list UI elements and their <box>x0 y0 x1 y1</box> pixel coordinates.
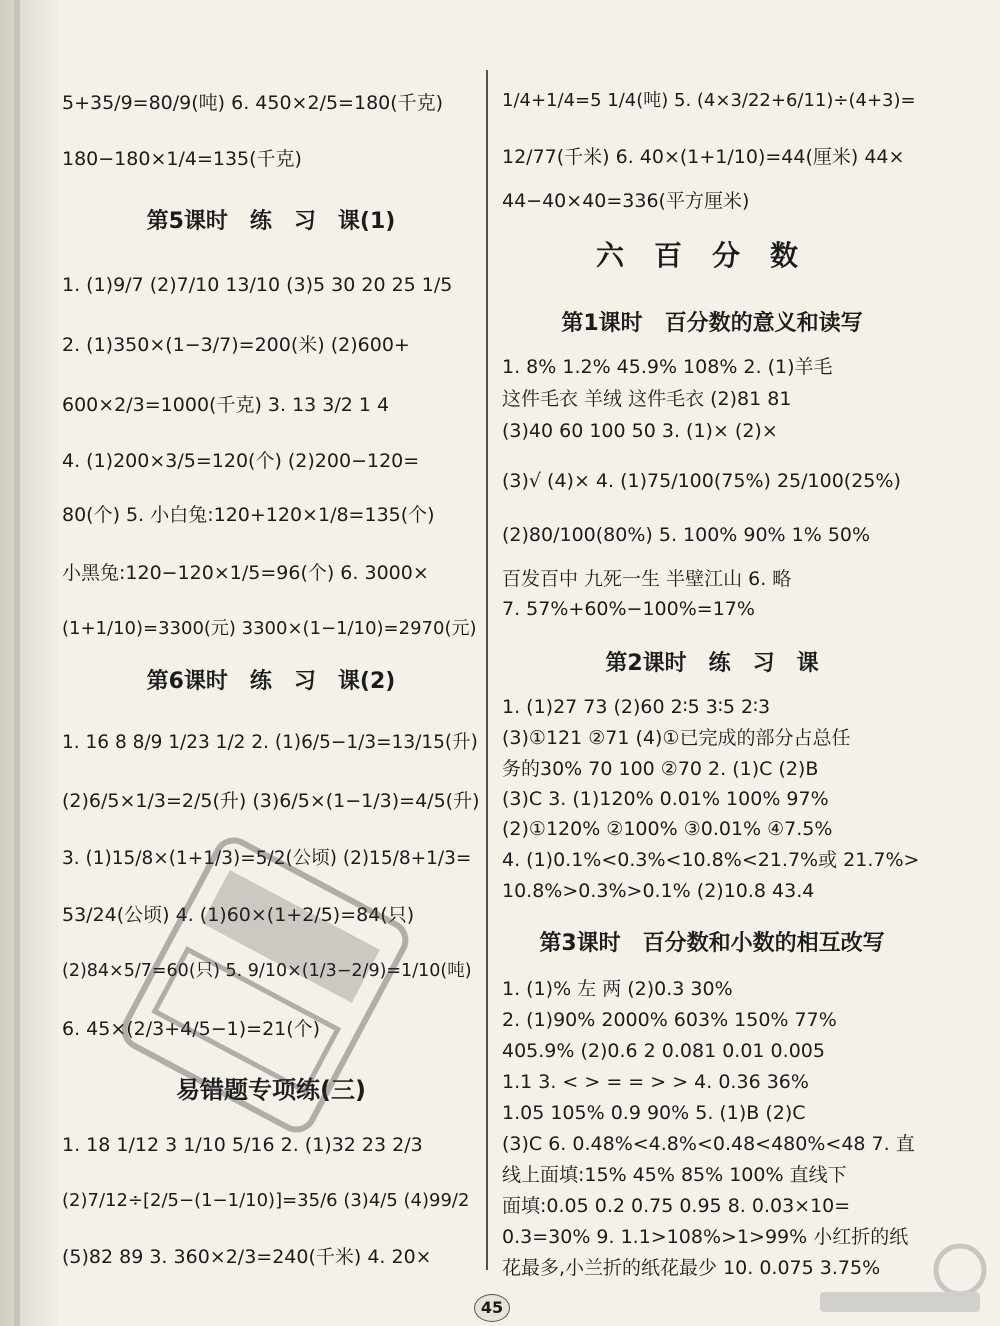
answer-line: (2)84×5/7=60(只) 5. 9/10×(1/3−2/9)=1/10(吨) <box>62 961 472 981</box>
answer-line: 面填:0.05 0.2 0.75 0.95 8. 0.03×10= <box>502 1195 851 1217</box>
answer-line: 1. 18 1/12 3 1/10 5/16 2. (1)32 23 2/3 <box>62 1134 423 1156</box>
site-watermark-logo <box>810 1240 990 1320</box>
answer-line: 务的30% 70 100 ②70 2. (1)C (2)B <box>502 758 819 780</box>
answer-line: 花最多,小兰折的纸花最少 10. 0.075 3.75% <box>502 1257 881 1279</box>
answer-line: (1+1/10)=3300(元) 3300×(1−1/10)=2970(元) <box>62 618 477 639</box>
answer-line: (3)√ (4)× 4. (1)75/100(75%) 25/100(25%) <box>502 470 901 492</box>
section-heading: 第3课时 百分数和小数的相互改写 <box>539 931 885 956</box>
answer-line: 2. (1)90% 2000% 603% 150% 77% <box>502 1009 837 1031</box>
answer-line: 5+35/9=80/9(吨) 6. 450×2/5=180(千克) <box>62 92 444 114</box>
answer-line: 百发百中 九死一生 半壁江山 6. 略 <box>502 568 792 590</box>
answer-line: 2. (1)350×(1−3/7)=200(米) (2)600+ <box>62 334 410 356</box>
section-heading: 第2课时 练 习 课 <box>605 651 819 676</box>
chapter-title: 六百分数 <box>595 239 828 272</box>
answer-line: (2)7/12÷[2/5−(1−1/10)]=35/6 (3)4/5 (4)99/2 <box>62 1190 470 1211</box>
answer-line: (2)①120% ②100% ③0.01% ④7.5% <box>502 818 833 840</box>
answer-line: (3)40 60 100 50 3. (1)× (2)× <box>502 420 778 442</box>
answer-line: 53/24(公顷) 4. (1)60×(1+2/5)=84(只) <box>62 904 415 926</box>
section-heading: 第5课时 练 习 课(1) <box>146 209 396 234</box>
answer-line: 0.3=30% 9. 1.1>108%>1>99% 小红折的纸 <box>502 1226 909 1248</box>
answer-line: 1. 8% 1.2% 45.9% 108% 2. (1)羊毛 <box>502 356 833 378</box>
answer-line: (5)82 89 3. 360×2/3=240(千米) 4. 20× <box>62 1246 432 1268</box>
answer-line: 线上面填:15% 45% 85% 100% 直线下 <box>502 1164 847 1186</box>
answer-line: 1. (1)9/7 (2)7/10 13/10 (3)5 30 20 25 1/5 <box>62 274 453 296</box>
answer-line: (2)80/100(80%) 5. 100% 90% 1% 50% <box>502 524 871 546</box>
answer-line: 1.05 105% 0.9 90% 5. (1)B (2)C <box>502 1102 806 1124</box>
answer-line: 12/77(千米) 6. 40×(1+1/10)=44(厘米) 44× <box>502 146 905 168</box>
column-divider <box>486 70 488 1270</box>
answer-line: 4. (1)0.1%<0.3%<10.8%<21.7%或 21.7%> <box>502 849 920 871</box>
answer-line: 这件毛衣 羊绒 这件毛衣 (2)81 81 <box>502 388 792 410</box>
section-heading: 第1课时 百分数的意义和读写 <box>561 311 863 336</box>
answer-line: 405.9% (2)0.6 2 0.081 0.01 0.005 <box>502 1040 825 1062</box>
answer-line: 44−40×40=336(平方厘米) <box>502 190 750 212</box>
answer-line: (3)C 3. (1)120% 0.01% 100% 97% <box>502 788 829 810</box>
answer-line: 1.1 3. < > = = > > 4. 0.36 36% <box>502 1071 809 1093</box>
answer-line: 10.8%>0.3%>0.1% (2)10.8 43.4 <box>502 880 815 902</box>
book-spine <box>0 0 58 1326</box>
answer-line: 1. (1)% 左 两 (2)0.3 30% <box>502 978 733 1000</box>
section-heading: 第6课时 练 习 课(2) <box>146 669 396 694</box>
answer-line: (3)C 6. 0.48%<4.8%<0.48<480%<48 7. 直 <box>502 1133 915 1155</box>
answer-line: 1. (1)27 73 (2)60 2∶5 3∶5 2∶3 <box>502 696 771 718</box>
answer-line: 小黑兔:120−120×1/5=96(个) 6. 3000× <box>62 562 429 584</box>
answer-line: 3. (1)15/8×(1+1/3)=5/2(公顷) (2)15/8+1/3= <box>62 848 472 869</box>
answer-line: 80(个) 5. 小白兔:120+120×1/8=135(个) <box>62 504 435 526</box>
answer-line: (2)6/5×1/3=2/5(升) (3)6/5×(1−1/3)=4/5(升) <box>62 790 480 812</box>
answer-line: 7. 57%+60%−100%=17% <box>502 598 755 620</box>
answer-line: 4. (1)200×3/5=120(个) (2)200−120= <box>62 450 420 472</box>
answer-line: (3)①121 ②71 (4)①已完成的部分占总任 <box>502 727 851 749</box>
answer-line: 600×2/3=1000(千克) 3. 13 3/2 1 4 <box>62 394 390 416</box>
answer-line: 180−180×1/4=135(千克) <box>62 148 302 170</box>
page-number: 45 <box>474 1294 510 1322</box>
section-heading: 易错题专项练(三) <box>176 1076 366 1104</box>
answer-line: 1. 16 8 8/9 1/23 1/2 2. (1)6/5−1/3=13/15(升) <box>62 732 478 753</box>
answer-line: 1/4+1/4=5 1/4(吨) 5. (4×3/22+6/11)÷(4+3)= <box>502 90 916 111</box>
answer-line: 6. 45×(2/3+4/5−1)=21(个) <box>62 1018 321 1040</box>
